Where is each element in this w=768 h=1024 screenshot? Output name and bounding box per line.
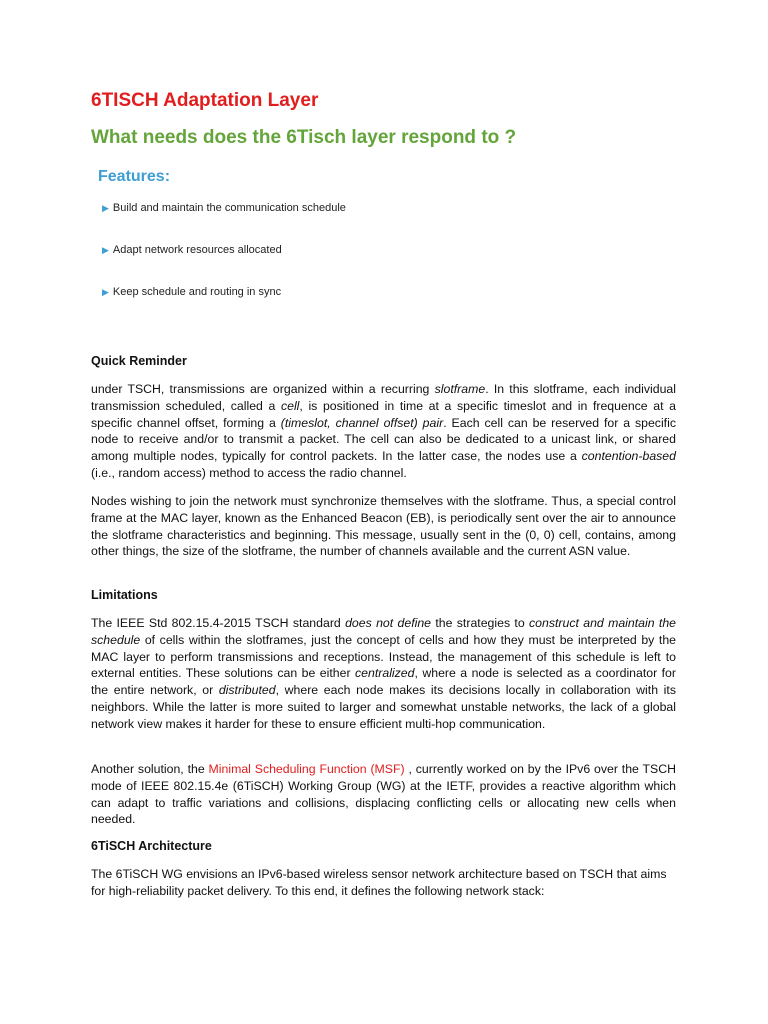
feature-item [102, 286, 281, 298]
document-subtitle: What needs does the 6Tisch layer respond to ? [91, 127, 517, 148]
feature-item [102, 244, 282, 256]
feature-item [102, 202, 346, 214]
triangle-bullet-icon: ▶ [102, 245, 109, 255]
section-heading-limitations: Limitations [91, 588, 158, 602]
triangle-bullet-icon: ▶ [102, 203, 109, 213]
triangle-bullet-icon: ▶ [102, 287, 109, 297]
document-title: 6TISCH Adaptation Layer [91, 90, 319, 111]
paragraph-limitations: The IEEE Std 802.15.4-2015 TSCH standard does not define the strategies to construct and maintain the schedule of cells within the slotframes, just the concept of cells and how they must be interpreted by the MAC layer to perform transmissions and receptions. Instead, the management of this schedule is left to external entities. These solutions can be either centralized, where a node is selected as a coordinator for the entire network, or distributed, where each node makes its decisions locally in collaboration with its neighbors. While the latter is more suited to larger and somewhat unstable networks, the lack of a global network view makes it harder for these to ensure efficient multi-hop communication. [91, 616, 677, 731]
feature-item-label: Build and maintain the communication schedule [112, 202, 346, 214]
paragraph-msf: Another solution, the Minimal Scheduling Function (MSF) , currently worked on by the IPv6 over the TSCH mode of IEEE 802.15.4e (6TiSCH) Working Group (WG) at the IETF, provides a reactive algorithm which can adapt to traffic variations and collisions, displacing conflicting cells or allocating new cells when needed. [91, 762, 676, 827]
features-heading: Features: [98, 168, 171, 185]
msf-highlight: Minimal Scheduling Function (MSF) [208, 762, 405, 776]
paragraph-tsch-overview: under TSCH, transmissions are organized within a recurring slotframe. In this slotframe, each individual transmission scheduled, called a cell, is positioned in time at a specific timeslot and in frequence at a specific channel offset, forming a (timeslot, channel offset) pair. Each cell can be reserved for a specific node to receive and/or to transmit a packet. The cell can also be dedicated to a unicast link, or shared among multiple nodes, typically for control packets. In the latter case, the nodes use a contention-based (i.e., random access) method to access the radio channel. [91, 382, 677, 480]
features-figure [89, 160, 372, 303]
feature-item-label: Keep schedule and routing in sync [112, 286, 282, 298]
feature-item-label: Adapt network resources allocated [112, 244, 282, 256]
paragraph-synchronization: Nodes wishing to join the network must synchronize themselves with the slotframe. Thus, a special control frame at the MAC layer, known as the Enhanced Beacon (EB), is periodically sent over the air to announce the slotframe characteristics and beginning. This message, usually sent in the (0, 0) cell, contains, among other things, the size of the slotframe, the number of channels available and the current ASN value. [91, 494, 676, 559]
section-heading-architecture: 6TiSCH Architecture [91, 839, 212, 853]
section-heading-quick-reminder: Quick Reminder [91, 354, 187, 368]
paragraph-architecture: The 6TiSCH WG envisions an IPv6-based wireless sensor network architecture based on TSCH that aims for high-reliability packet delivery. To this end, it defines the following network stack: [91, 867, 667, 898]
